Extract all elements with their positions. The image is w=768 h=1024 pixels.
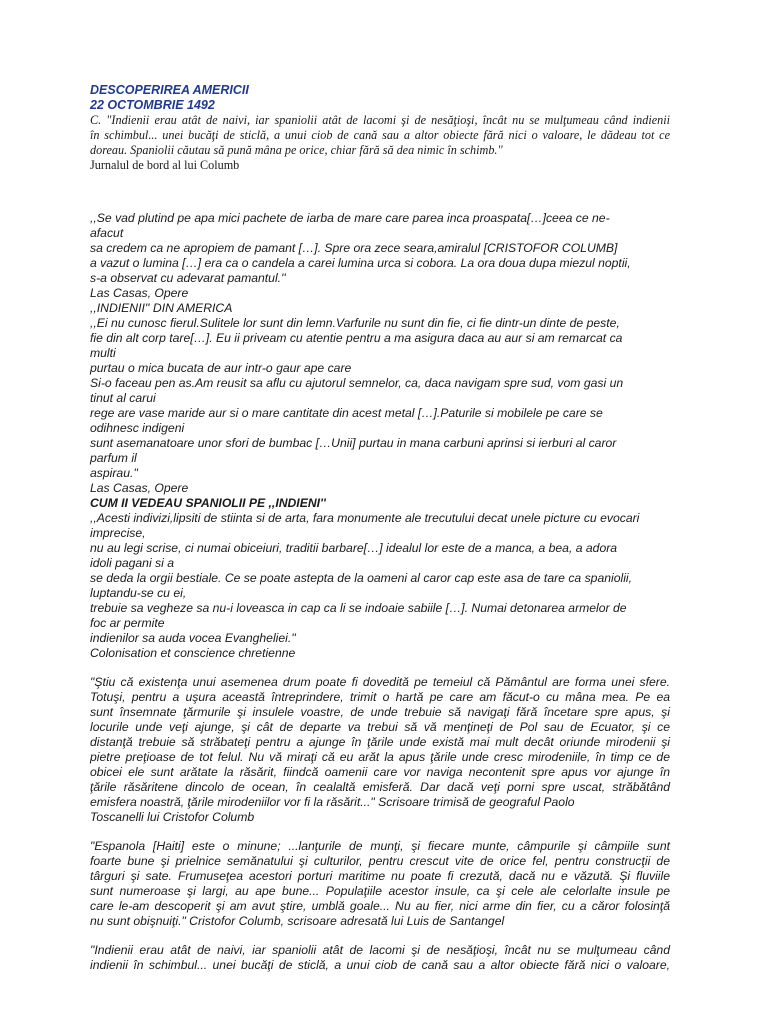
text-line: idoli pagani si a	[90, 556, 175, 570]
text-line: Toscanelli lui Cristofor Columb	[90, 810, 255, 824]
quote-source: Jurnalul de bord al lui Columb	[90, 158, 240, 172]
text-line: a vazut o lumina […] era ca o candela a carei lumina urca si cobora. La ora doua dupa miezul noptii,	[90, 256, 631, 270]
section-heading: ,,INDIENII'' DIN AMERICA	[90, 301, 233, 315]
text-line: purtau o mica bucata de aur intr-o gaur ape care	[90, 361, 352, 375]
text-line: aspirau.''	[90, 466, 139, 480]
document-page	[90, 83, 670, 973]
text-line: Totuşi, pentru a uşura această întreprindere, trimit o hartă pe care am făcut-o cu mâna mea. Pe ea	[90, 690, 670, 704]
text-line: multi	[90, 346, 116, 360]
text-line: ,,Ei nu cunosc fierul.Sulitele lor sunt din lemn.Varfurile nu sunt din fie, ci fie dintr-un dinte de peste,	[90, 316, 620, 330]
text-line: Las Casas, Opere	[90, 286, 189, 300]
text-line: trebuie sa vegheze sa nu-i loveasca in cap ca li se indoaie sabiile […]. Numai detonarea armelor de	[90, 601, 627, 615]
document-date: 22 OCTOMBRIE 1492	[90, 98, 215, 112]
text-line: tinut al carui	[90, 391, 156, 405]
section-heading: CUM II VEDEAU SPANIOLII PE ,,INDIENI''	[90, 496, 326, 510]
text-line: "Indienii erau atât de naivi, iar spaniolii atât de lacomi şi de nesăţioşi, încât nu se mulţumeau când	[90, 943, 670, 957]
text-line: se deda la orgii bestiale. Ce se poate astepta de la oameni al caror cap este asa de tare ca spaniolii,	[90, 571, 632, 585]
text-line: locurile unde veţi ajunge, şi cât de departe va trebui să vă menţineţi de Pol sau de Ecuator, şi ce	[90, 720, 670, 734]
text-line: Las Casas, Opere	[90, 481, 189, 495]
text-line: care le-am descoperit şi am avut ştire, umblă goale... Nu au fier, nici arme din fier, cu a căror folosinţă	[90, 899, 670, 913]
text-line: nu sunt obişnuiţi." Cristofor Columb, scrisoare adresată lui Luis de Santangel	[90, 914, 505, 928]
section-2	[90, 301, 670, 496]
text-line: sunt asemanatoare unor sfori de bumbac […Unii] purtau in mana carbuni aprinsi si ierburi al caror	[90, 436, 617, 450]
text-line: ,,Se vad plutind pe apa mici pachete de iarba de mare care parea inca proaspata[…]ceea ce ne-	[90, 211, 610, 225]
quote-line: în schimbul... unei bucăţi de sticlă, a unui ciob de cană sau a altor obiecte fără nici o valoare, le dădeau tot ce	[90, 128, 670, 142]
document-title: DESCOPERIREA AMERICII	[90, 83, 249, 97]
text-line: rege are vase maride aur si o mare cantitate din acest metal […].Paturile si mobilele pe care se	[90, 406, 603, 420]
header-quote	[90, 113, 670, 158]
text-line: odihnesc indigeni	[90, 421, 185, 435]
text-line: Colonisation et conscience chretienne	[90, 646, 296, 660]
text-line: pietre preţioase de tot felul. Nu vă miraţi că eu arăt la apus ţările unde cresc mirodeniile, în timp ce de	[90, 750, 670, 764]
section-4	[90, 675, 670, 825]
text-line: afacut	[90, 226, 124, 240]
text-line: s-a observat cu adevarat pamantul.''	[90, 271, 286, 285]
text-line: sa credem ca ne apropiem de pamant […]. Spre ora zece seara,amiralul [CRISTOFOR COLUMB]	[90, 241, 618, 255]
text-line: fie din alt corp tare[…]. Eu ii priveam cu atentie pentru a ma asigura daca au aur si am remarcat ca	[90, 331, 623, 345]
text-line: sunt numeroase şi largi, au ape bune... Populaţiile acestor insule, ca şi cele ale celorlalte insule pe	[90, 884, 670, 898]
text-line: foarte bune şi prielnice semănatului şi culturilor, pentru crescut vite de orice fel, pentru construcţii de	[90, 854, 670, 868]
text-line: indienilor sa auda vocea Evangheliei.''	[90, 631, 296, 645]
text-line: sunt însemnate ţărmurile şi insulele voastre, de unde trebuie să navigaţi fără încetare spre apus, şi	[90, 705, 670, 719]
text-line: "Espanola [Haiti] este o minune; ...lanţurile de munţi, şi fiecare munte, câmpurile şi câmpiile sunt	[90, 839, 670, 853]
text-line: indienii în schimbul... unei bucăţi de sticlă, a unui ciob de cană sau a altor obiecte fără nici o valoare,	[90, 958, 670, 972]
text-line: ,,Acesti indivizi,lipsiti de stiinta si de arta, fara monumente ale trecutului decat unele picture cu evocari	[90, 511, 640, 525]
text-line: emisfera noastră, ţările mirodeniilor vor fi la răsărit..." Scrisoare trimisă de geograful Paolo	[90, 795, 575, 809]
text-line: "Ştiu că existenţa unui asemenea drum poate fi dovedită pe temeiul că Pământul are forma unei sfere.	[90, 675, 670, 689]
section-3	[90, 511, 670, 661]
section-5	[90, 839, 670, 929]
text-line: Si-o faceau pen as.Am reusit sa aflu cu ajutorul semnelor, ca, daca navigam spre sud, vom gasi un	[90, 376, 624, 390]
section-6	[90, 943, 670, 973]
text-line: distanţă trebuie să străbateţi pentru a ajunge în ţările unde există mai mult decât oriunde mirodenii şi	[90, 735, 670, 749]
text-line: obicei ele sunt arătate la răsărit, fiindcă oamenii care vor naviga necontenit spre apus vor ajunge în	[90, 765, 670, 779]
text-line: parfum il	[90, 451, 137, 465]
text-line: imprecise,	[90, 526, 146, 540]
text-line: nu au legi scrise, ci numai obiceiuri, traditii barbare[…] idealul lor este de a manca, a bea, a adora	[90, 541, 618, 555]
quote-line: doreau. Spaniolii căutau să pună mâna pe orice, chiar fără să dea nimic în schimb.''	[90, 143, 503, 157]
text-line: târguri şi sate. Frumuseţea acestori porturi maritime nu poate fi crezută, dacă nu e văzută. Şi fluviile	[90, 869, 670, 883]
text-line: ţările răsăritene dincolo de ocean, în cealaltă emisferă. Dar dacă veţi porni spre uscat, străbătând	[90, 780, 670, 794]
quote-line: C. "Indienii erau atât de naivi, iar spaniolii atât de lacomi şi de nesăţioşi, încât nu se mulţumeau când indienii	[90, 113, 670, 127]
section-1	[90, 211, 670, 301]
text-line: luptandu-se cu ei,	[90, 586, 187, 600]
text-line: foc ar permite	[90, 616, 165, 630]
